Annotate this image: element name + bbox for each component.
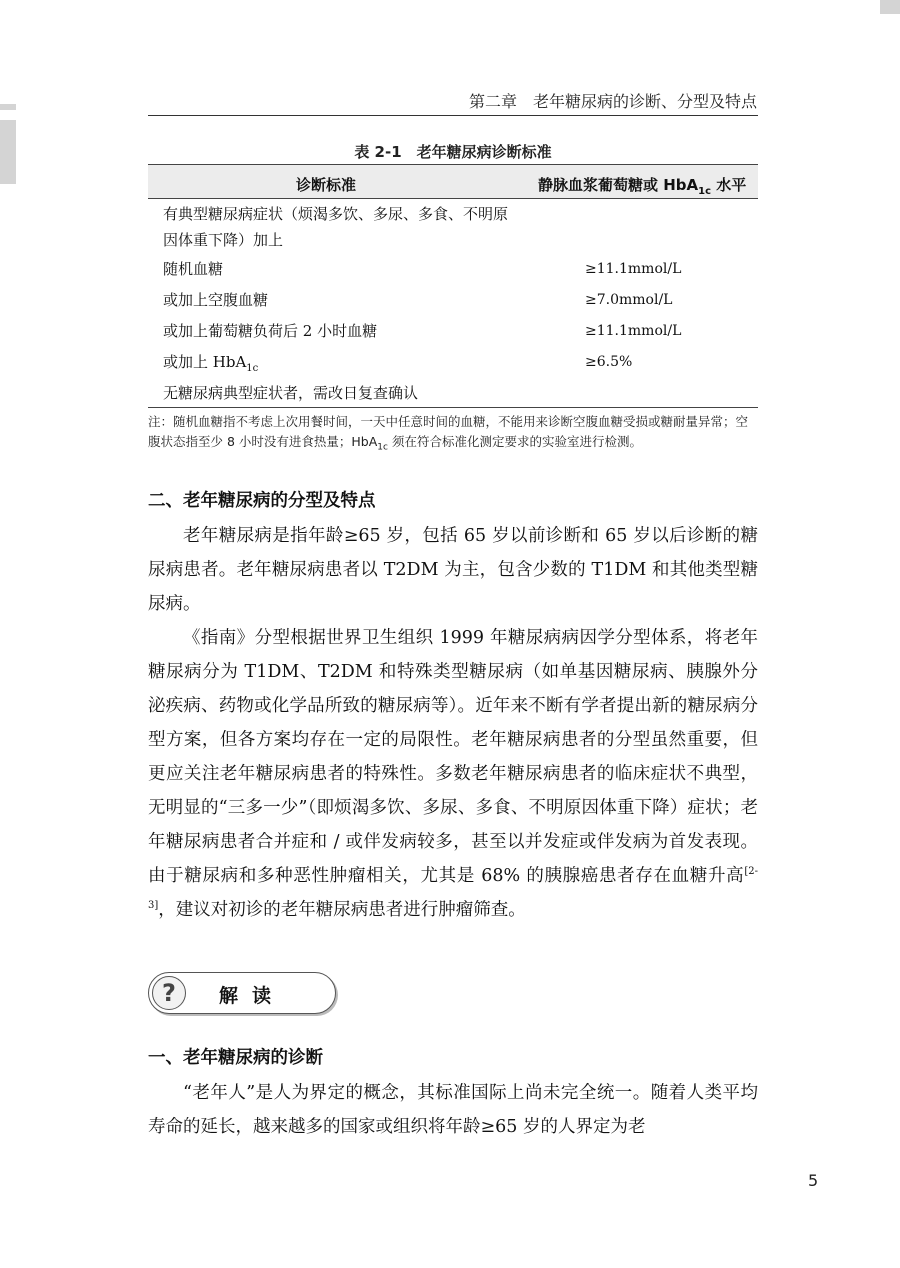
table-value-2h-glucose: ≥11.1mmol/L xyxy=(585,323,682,339)
thumb-index-mark-small xyxy=(0,104,16,110)
section-heading-classification: 二、老年糖尿病的分型及特点 xyxy=(148,491,376,511)
paragraph: 《指南》分型根据世界卫生组织 1999 年糖尿病病因学分型体系，将老年糖尿病分为 T1DM、T2DM 和特殊类型糖尿病（如单基因糖尿病、胰腺外分泌疾病、药物或化学品所致的糖尿病等）。近年来不断有学者提出新的糖尿病分型方案，但各方案均存在一定的局限性。老年糖尿病患者的分型虽然重要，但更应关注老年糖尿病患者的特殊性。多数老年糖尿病患者的临床症状不典型，无明显的“三多一少”（即烦渴多饮、多尿、多食、不明原因体重下降）症状；老年糖尿病患者合并症和 / 或伴发病较多，甚至以并发症或伴发病为首发表现。由于糖尿病和多种恶性肿瘤相关，尤其是 68% 的胰腺癌患者存在血糖升高[2-3]，建议对初诊的老年糖尿病患者进行肿瘤筛查。 xyxy=(148,628,758,920)
question-mark-icon: ? xyxy=(152,976,186,1010)
classification-body xyxy=(148,519,758,927)
page-corner-mark xyxy=(880,0,900,14)
table-note: 注：随机血糖指不考虑上次用餐时间，一天中任意时间的血糖，不能用来诊断空腹血糖受损或糖耐量异常；空腹状态指至少 8 小时没有进食热量；HbA$_{1c}$ 须在符合标准化测定要求的实验室进行检测。 xyxy=(148,414,749,453)
citation: [2-3] xyxy=(148,866,758,912)
page-number: 5 xyxy=(808,1171,819,1190)
table-bottom-rule xyxy=(148,407,758,408)
table-row-hba1c: 或加上 HbA$_{1c}$ xyxy=(163,353,259,374)
thumb-index-mark xyxy=(0,120,16,184)
running-header: 第二章 老年糖尿病的诊断、分型及特点 xyxy=(468,92,757,111)
interpretation-box xyxy=(148,972,336,1014)
table-row-no-symptoms: 无糖尿病典型症状者，需改日复查确认 xyxy=(163,384,419,402)
table-header-rule xyxy=(148,198,758,199)
table-value-fasting-glucose: ≥7.0mmol/L xyxy=(585,292,673,308)
table-title: 表 2-1 老年糖尿病诊断标准 xyxy=(354,143,552,161)
table-header-criteria: 诊断标准 xyxy=(296,176,357,194)
section-heading-diagnosis: 一、老年糖尿病的诊断 xyxy=(148,1048,323,1068)
table-row-symptoms: 有典型糖尿病症状（烦渴多饮、多尿、多食、不明原因体重下降）加上 xyxy=(163,205,509,249)
paragraph: 老年糖尿病是指年龄≥65 岁，包括 65 岁以前诊断和 65 岁以后诊断的糖尿病患者。老年糖尿病患者以 T2DM 为主，包含少数的 T1DM 和其他类型糖尿病。 xyxy=(148,526,758,614)
diagnosis-body xyxy=(148,1076,758,1144)
paragraph: “老年人”是人为界定的概念，其标准国际上尚未完全统一。随着人类平均寿命的延长，越来越多的国家或组织将年龄≥65 岁的人界定为老 xyxy=(148,1083,758,1137)
table-value-hba1c: ≥6.5% xyxy=(585,354,633,370)
table-row-fasting-glucose: 或加上空腹血糖 xyxy=(163,291,269,309)
table-row-random-glucose: 随机血糖 xyxy=(163,260,224,278)
table-header-value: 静脉血浆葡萄糖或 HbA$_{1c}$ 水平 xyxy=(538,176,747,197)
table-row-2h-glucose: 或加上葡萄糖负荷后 2 小时血糖 xyxy=(163,322,378,340)
interpretation-label: 解读 xyxy=(219,985,286,1007)
table-value-random-glucose: ≥11.1mmol/L xyxy=(585,261,682,277)
header-rule xyxy=(148,115,758,116)
